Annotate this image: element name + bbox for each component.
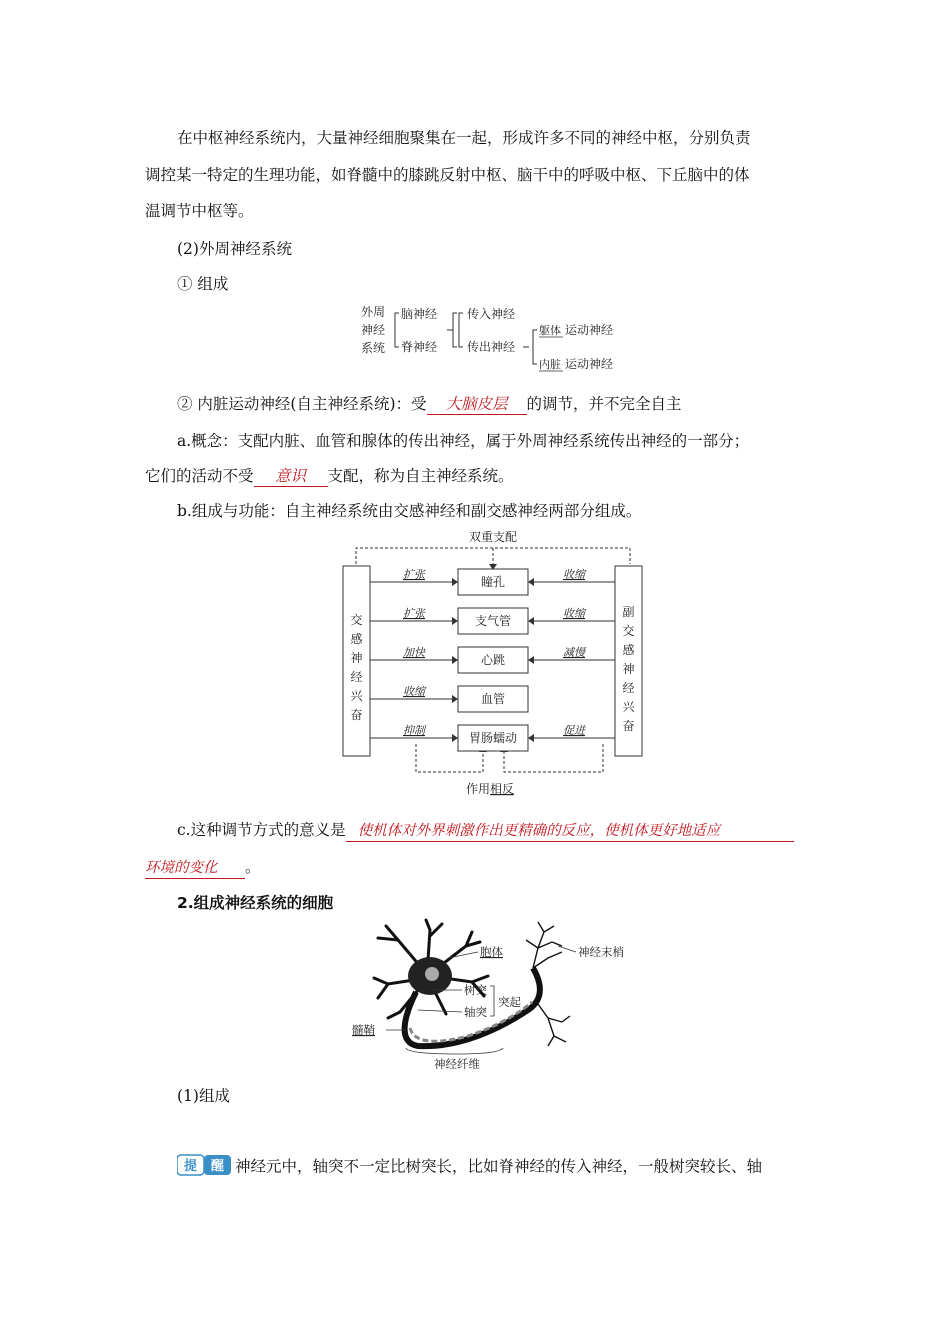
myelin-label: 髓鞘: [352, 1023, 375, 1037]
item-c-prefix: c.这种调节方式的意义是: [177, 821, 346, 839]
organ-label: 支气管: [474, 614, 512, 628]
sympathetic-effect: 扩张: [403, 568, 425, 581]
organ-label: 血管: [480, 692, 506, 706]
item-a-suffix: 支配，称为自主神经系统。: [327, 467, 514, 485]
tree-afferent: 传入神经: [467, 307, 516, 321]
parasympathetic-char-5: 兴: [622, 700, 635, 714]
item-composition: ① 组成: [177, 275, 229, 293]
terminal-label: 神经末梢: [578, 945, 624, 959]
autonomic-diagram: [338, 526, 648, 802]
organ-label: 瞳孔: [480, 575, 506, 589]
answer-blank-significance-1: 使机体对外界刺激作出更精确的反应，使机体更好地适应: [346, 821, 794, 842]
fiber-label: 神经纤维: [434, 1057, 480, 1071]
tree-somatic-1: 躯体: [539, 324, 561, 337]
sympathetic-char-5: 奋: [350, 708, 363, 722]
sympathetic-effect: 收缩: [403, 685, 425, 698]
parasympathetic-char-4: 经: [622, 681, 635, 695]
parasympathetic-effect: 减慢: [563, 646, 585, 659]
para-line-2: 调控某一特定的生理功能，如脊髓中的膝跳反射中枢、脑干中的呼吸中枢、下丘脑中的体: [145, 166, 750, 184]
organ-label: 胃肠蠕动: [468, 731, 518, 745]
parasympathetic-arrowhead: [528, 578, 534, 586]
organ-row-4: [370, 724, 615, 751]
answer-blank-significance-2: 环境的变化: [145, 858, 245, 879]
opposite-effect-label-2: 相反: [490, 782, 515, 796]
section-cells-title: 2.组成神经系统的细胞: [177, 894, 334, 912]
item-a-line-1: a.概念：支配内脏、血管和腺体的传出神经，属于外周神经系统传出神经的一部分；: [177, 432, 750, 450]
opposite-effect-label-1: 作用: [466, 782, 491, 796]
parasympathetic-arrowhead: [528, 656, 534, 664]
sympathetic-char-0: 交: [350, 613, 363, 627]
tree-root-1: 外周: [361, 305, 386, 319]
sympathetic-arrowhead: [452, 617, 458, 625]
answer-blank-cortex: 大脑皮层: [427, 394, 527, 415]
item2-suffix: 的调节，并不完全自主: [526, 395, 682, 413]
item-c-suffix: 。: [245, 858, 261, 876]
tip-badge-char-1: 提: [183, 1159, 198, 1174]
tree-visceral-1: 内脏: [539, 358, 561, 371]
sympathetic-char-4: 兴: [350, 689, 363, 703]
sympathetic-arrowhead: [452, 734, 458, 742]
organ-row-3: [370, 685, 528, 712]
section-peripheral-title: (2)外周神经系统: [177, 240, 292, 258]
tree-somatic-2: 运动神经: [565, 323, 614, 337]
terminal-leader: [558, 946, 576, 952]
peripheral-tree-diagram: [355, 298, 645, 378]
sympathetic-arrowhead: [452, 656, 458, 664]
section-composition: (1)组成: [177, 1087, 230, 1105]
dendrite-label: 树突: [464, 983, 487, 997]
dual-control-label: 双重支配: [468, 530, 518, 544]
parasympathetic-arrowhead: [528, 617, 534, 625]
sympathetic-char-3: 经: [350, 670, 363, 684]
para-line-3: 温调节中枢等。: [145, 202, 254, 220]
sympathetic-arrowhead: [452, 578, 458, 586]
organ-row-0: [370, 568, 615, 595]
parasympathetic-char-6: 奋: [622, 719, 635, 733]
sympathetic-effect: 扩张: [403, 607, 425, 620]
tree-bracket-2: [447, 313, 457, 347]
sympathetic-effect: 抑制: [403, 724, 425, 737]
parasympathetic-effect: 收缩: [563, 607, 585, 620]
item-b: b.组成与功能：自主神经系统由交感神经和副交感神经两部分组成。: [177, 502, 642, 520]
process-bracket: [490, 986, 494, 1016]
item-a-line-2: [145, 466, 807, 487]
sympathetic-char-1: 感: [350, 632, 363, 646]
tree-visceral-2: 运动神经: [565, 357, 614, 371]
parasympathetic-char-3: 神: [622, 662, 635, 676]
parasympathetic-effect: 收缩: [563, 568, 585, 581]
sympathetic-char-2: 神: [350, 651, 363, 665]
answer-blank-consciousness: 意识: [254, 466, 328, 487]
nucleus: [425, 967, 439, 981]
axon-label: 轴突: [464, 1005, 487, 1019]
tip-badge: [177, 1154, 231, 1181]
nerve-terminals: [526, 922, 570, 1046]
organ-row-1: [370, 607, 615, 634]
tip-line: [177, 1154, 807, 1181]
sympathetic-effect: 加快: [403, 646, 425, 659]
tree-brain-nerve: 脑神经: [401, 307, 438, 321]
tree-efferent: 传出神经: [467, 340, 516, 354]
neuron-diagram: [348, 918, 648, 1073]
item-c-line-1: [177, 820, 839, 842]
tree-bracket-1: [395, 313, 399, 347]
parasympathetic-char-1: 交: [622, 624, 635, 638]
tree-bracket-4: [523, 330, 537, 364]
item2-prefix: ② 内脏运动神经(自主神经系统)：受: [177, 395, 427, 413]
tree-root-3: 系统: [361, 341, 386, 355]
parasympathetic-char-0: 副: [622, 605, 635, 619]
sympathetic-arrowhead: [452, 695, 458, 703]
tip-badge-char-2: 醒: [210, 1159, 225, 1174]
item-visceral-motor: [177, 394, 839, 415]
organ-label: 心跳: [480, 653, 506, 667]
process-label: 突起: [498, 995, 521, 1009]
tip-text: 神经元中，轴突不一定比树突长，比如脊神经的传入神经，一般树突较长、轴: [235, 1157, 763, 1176]
parasympathetic-effect: 促进: [563, 724, 585, 737]
parasympathetic-arrowhead: [528, 734, 534, 742]
para-line-1: 在中枢神经系统内，大量神经细胞聚集在一起，形成许多不同的神经中枢，分别负责: [177, 129, 751, 147]
parasympathetic-char-2: 感: [622, 643, 635, 657]
tree-root-2: 神经: [361, 323, 386, 337]
axon-leader: [418, 1010, 462, 1012]
item-c-line-2: [145, 857, 807, 879]
tree-bracket-3: [459, 313, 463, 347]
soma-label: 胞体: [480, 945, 503, 959]
tree-spinal-nerve: 脊神经: [401, 340, 438, 354]
organ-row-2: [370, 646, 615, 673]
item-a-prefix: 它们的活动不受: [145, 467, 254, 485]
